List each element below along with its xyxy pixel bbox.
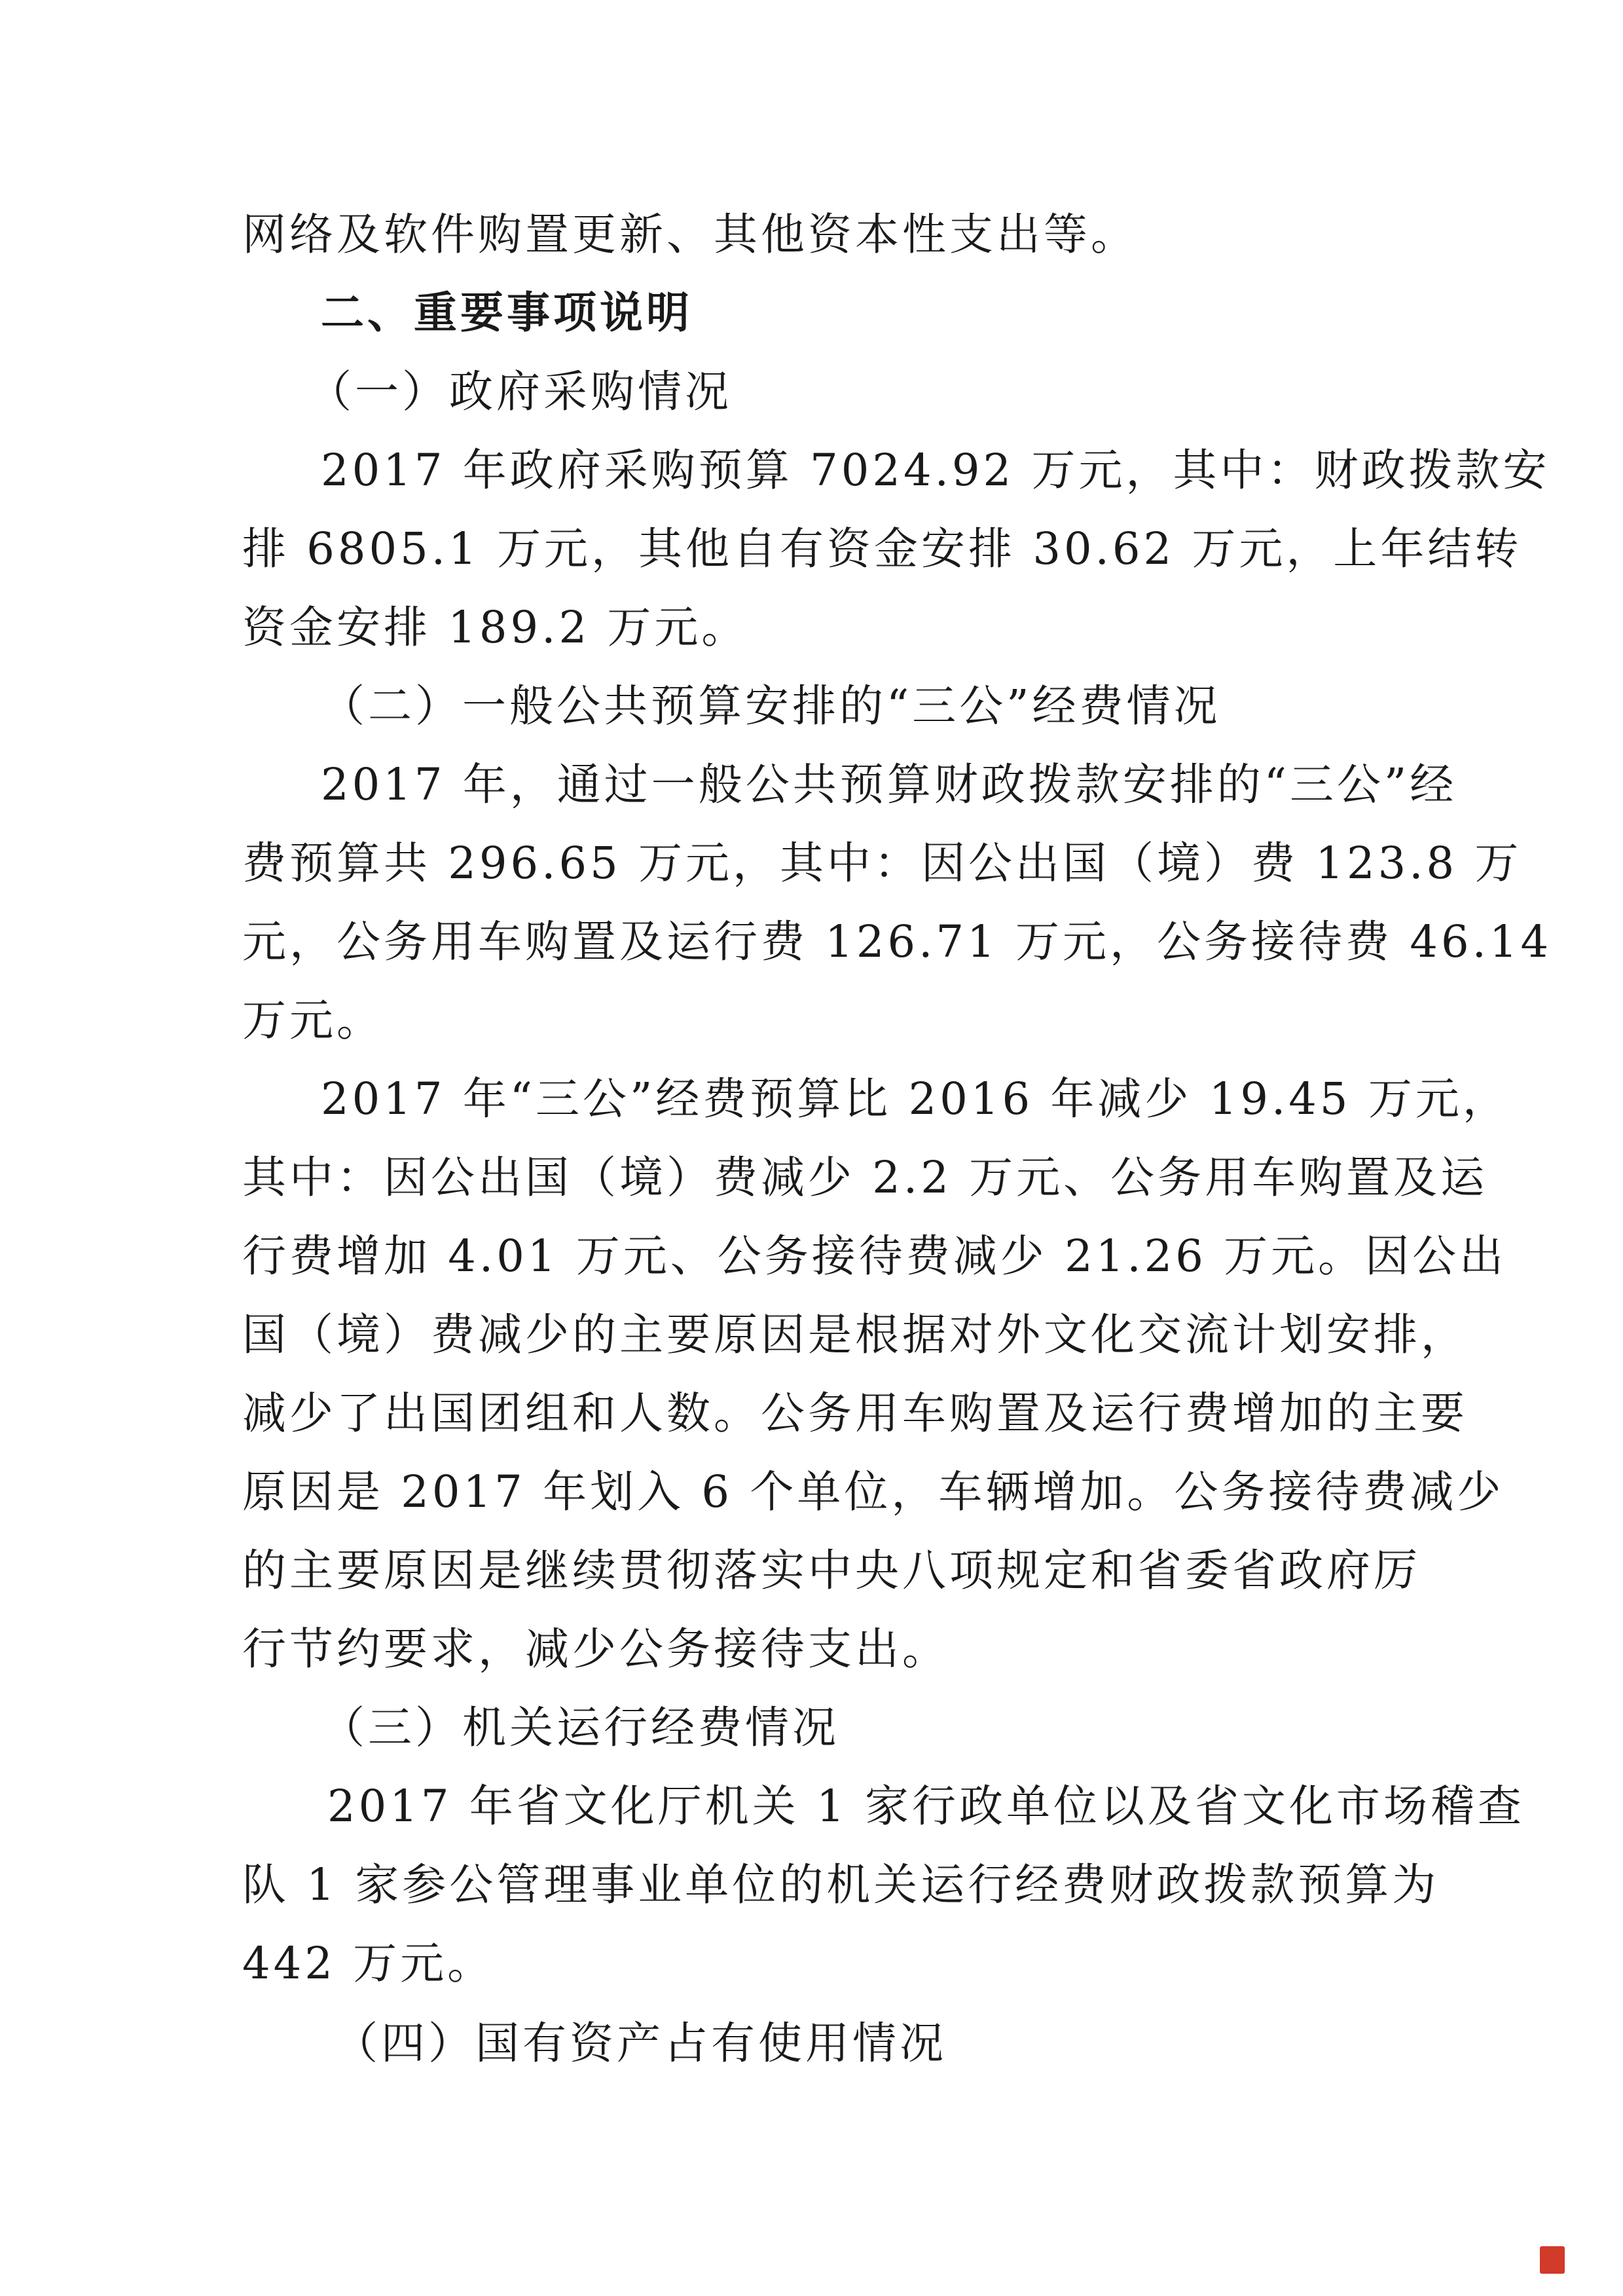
text-line: 费预算共 296.65 万元，其中：因公出国（境）费 123.8 万 (242, 838, 1522, 889)
section-heading: 二、重要事项说明 (321, 287, 693, 338)
text-line: 减少了出国团组和人数。公务用车购置及运行费增加的主要 (242, 1388, 1468, 1439)
text-line: 2017 年政府采购预算 7024.92 万元，其中：财政拨款安 (321, 445, 1550, 496)
text-line: 原因是 2017 年划入 6 个单位，车辆增加。公务接待费减少 (242, 1466, 1504, 1517)
seal-stamp-icon (1540, 2246, 1565, 2274)
text-line: 442 万元。 (242, 1938, 495, 1989)
subsection-heading: （一）政府采购情况 (308, 366, 732, 417)
text-line: 2017 年“三公”经费预算比 2016 年减少 19.45 万元， (321, 1073, 1510, 1124)
text-line: 国（境）费减少的主要原因是根据对外文化交流计划安排， (242, 1309, 1468, 1360)
text-line: 队 1 家参公管理事业单位的机关运行经费财政拨款预算为 (242, 1859, 1440, 1910)
text-line: 万元。 (242, 995, 384, 1046)
subsection-heading: （四）国有资产占有使用情况 (334, 2018, 947, 2069)
text-line: 排 6805.1 万元，其他自有资金安排 30.62 万元，上年结转 (242, 523, 1522, 574)
text-line: 网络及软件购置更新、其他资本性支出等。 (242, 209, 1138, 260)
subsection-heading: （三）机关运行经费情况 (321, 1702, 839, 1753)
text-line: 行节约要求，减少公务接待支出。 (242, 1623, 949, 1675)
text-line: 的主要原因是继续贯彻落实中央八项规定和省委省政府厉 (242, 1545, 1421, 1596)
text-line: 元，公务用车购置及运行费 126.71 万元，公务接待费 46.14 (242, 916, 1552, 967)
text-line: 资金安排 189.2 万元。 (242, 602, 749, 653)
subsection-heading: （二）一般公共预算安排的“三公”经费情况 (321, 680, 1221, 731)
text-line: 2017 年，通过一般公共预算财政拨款安排的“三公”经 (321, 759, 1457, 810)
text-line: 行费增加 4.01 万元、公务接待费减少 21.26 万元。因公出 (242, 1231, 1507, 1282)
text-line: 其中：因公出国（境）费减少 2.2 万元、公务用车购置及运 (242, 1152, 1488, 1203)
text-line: 2017 年省文化厅机关 1 家行政单位以及省文化市场稽查 (327, 1781, 1525, 1832)
